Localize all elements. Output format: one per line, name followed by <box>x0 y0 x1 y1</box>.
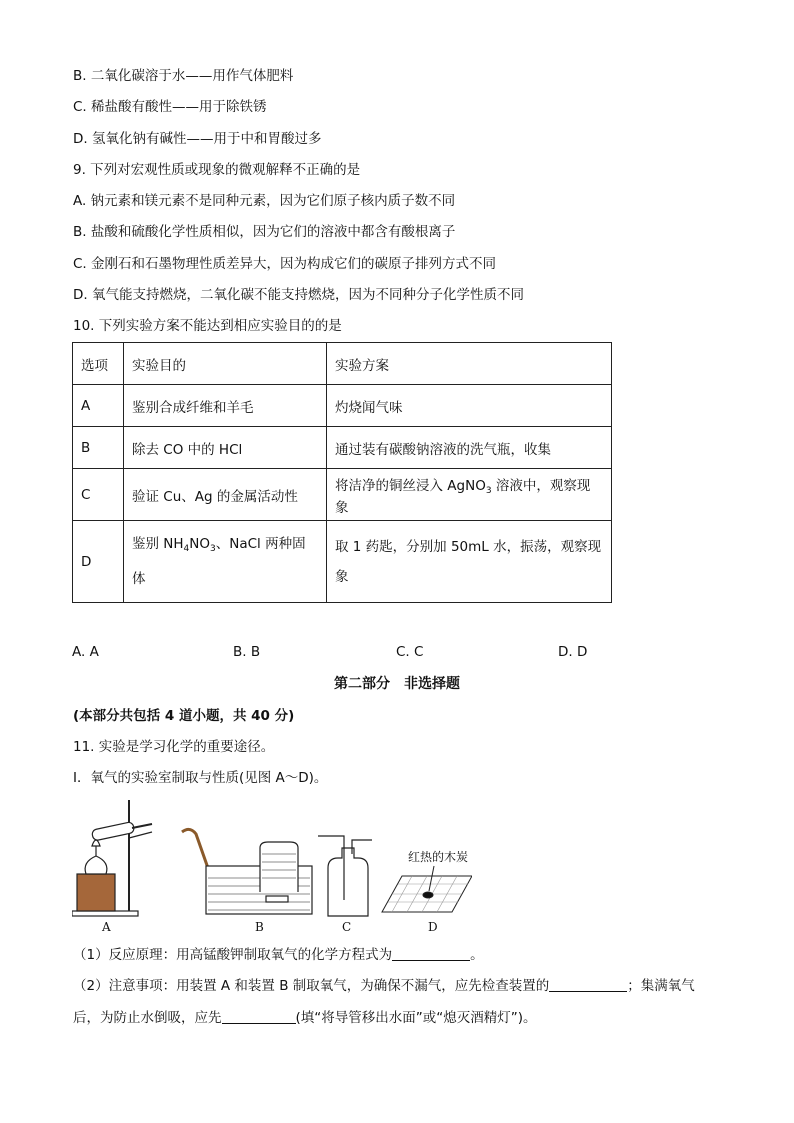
part2-note: (本部分共包括 4 道小题，共 40 分) <box>73 708 295 724</box>
table-cell-plan <box>327 521 612 603</box>
table-header-cell: 实验方案 <box>327 343 612 385</box>
apparatus-b <box>182 829 312 914</box>
q11-part1-text: （1）反应原理：用高锰酸钾制取氧气的化学方程式为 <box>73 947 393 963</box>
q10-choice-a: A. A <box>72 644 99 660</box>
table-cell-purpose <box>124 521 327 603</box>
figure-label-c: C <box>342 920 352 934</box>
table-cell-option: C <box>73 469 124 521</box>
subscript: 4 <box>183 544 190 554</box>
q11-part2-mid: ；集满氧气 <box>627 978 695 994</box>
q11-part2-line2-end: (填“将导管移出水面”或“熄灭酒精灯”)。 <box>295 1010 537 1026</box>
table-cell-option: B <box>73 427 124 469</box>
apparatus-c <box>318 836 372 916</box>
table-cell-plan: 灼烧闻气味 <box>327 385 612 427</box>
purpose-text: NO <box>189 536 211 552</box>
purpose-text: 鉴别 NH <box>132 536 184 552</box>
plan-text: 象 <box>335 568 349 585</box>
q10-choice-c: C. C <box>396 644 424 660</box>
q11-part2 <box>73 976 695 996</box>
purpose-text: 体 <box>132 571 146 587</box>
table-row <box>73 385 612 427</box>
figure-label-b: B <box>255 920 264 934</box>
experiment-table <box>72 342 612 603</box>
q9-stem: 9. 下列对宏观性质或现象的微观解释不正确的是 <box>73 162 361 178</box>
subscript: 3 <box>210 544 216 554</box>
table-header-cell: 实验目的 <box>124 343 327 385</box>
part2-title: 第二部分 非选择题 <box>334 676 460 692</box>
q8-option-c: C. 稀盐酸有酸性——用于除铁锈 <box>73 99 267 115</box>
plan-text: 取 1 药匙，分别加 50mL 水，振荡，观察现 <box>335 538 602 555</box>
table-cell-option: D <box>73 521 124 603</box>
q9-option-d: D. 氧气能支持燃烧，二氧化碳不能支持燃烧，因为不同种分子化学性质不同 <box>73 287 524 303</box>
subscript: 3 <box>485 485 492 496</box>
table-header-row <box>73 343 612 385</box>
q10-choice-d: D. D <box>558 644 588 660</box>
q10-choice-b: B. B <box>233 644 261 660</box>
q11-part1-end: 。 <box>470 947 484 963</box>
figure-label-a: A <box>102 920 111 934</box>
q11-part2-text: （2）注意事项：用装置 A 和装置 B 制取氧气，为确保不漏气，应先检查装置的 <box>73 978 550 994</box>
q9-option-a: A. 钠元素和镁元素不是同种元素，因为它们原子核内质子数不同 <box>73 193 456 209</box>
q11-part2-line2 <box>73 1008 537 1028</box>
purpose-text: 、NaCl 两种固 <box>215 536 306 552</box>
q10-stem: 10. 下列实验方案不能达到相应实验目的的是 <box>73 318 342 334</box>
plan-text: 溶液中，观察现象 <box>335 477 591 516</box>
table-row <box>73 427 612 469</box>
table-cell-purpose: 鉴别合成纤维和羊毛 <box>124 385 327 427</box>
answer-blank[interactable] <box>222 1009 296 1024</box>
q8-option-d: D. 氢氧化钠有碱性——用于中和胃酸过多 <box>73 131 322 147</box>
table-header-cell: 选项 <box>73 343 124 385</box>
table-cell-purpose: 验证 Cu、Ag 的金属活动性 <box>124 469 327 521</box>
plan-text: 将洁净的铜丝浸入 AgNO <box>335 477 486 494</box>
q9-option-c: C. 金刚石和石墨物理性质差异大，因为构成它们的碳原子排列方式不同 <box>73 256 497 272</box>
q11-part1 <box>73 945 484 965</box>
apparatus-drawing <box>72 796 472 936</box>
answer-blank[interactable] <box>549 977 627 992</box>
answer-blank[interactable] <box>392 946 470 961</box>
table-cell-purpose: 除去 CO 中的 HCl <box>124 427 327 469</box>
q9-option-b: B. 盐酸和硫酸化学性质相似，因为它们的溶液中都含有酸根离子 <box>73 224 456 240</box>
apparatus-figure <box>72 796 472 936</box>
apparatus-a <box>72 800 152 916</box>
q11-section1: Ⅰ．氧气的实验室制取与性质(见图 A～D)。 <box>73 770 328 786</box>
apparatus-d <box>382 866 472 912</box>
charcoal-label: 红热的木炭 <box>408 850 469 864</box>
q11-part2-line2-text: 后，为防止水倒吸，应先 <box>73 1010 222 1026</box>
table-cell-plan <box>327 469 612 521</box>
table-row <box>73 521 612 603</box>
figure-label-d: D <box>428 920 438 934</box>
table-row <box>73 469 612 521</box>
q11-stem: 11. 实验是学习化学的重要途径。 <box>73 739 275 755</box>
table-cell-option: A <box>73 385 124 427</box>
q8-option-b: B. 二氧化碳溶于水——用作气体肥料 <box>73 68 294 84</box>
table-cell-plan: 通过装有碳酸钠溶液的洗气瓶，收集 <box>327 427 612 469</box>
